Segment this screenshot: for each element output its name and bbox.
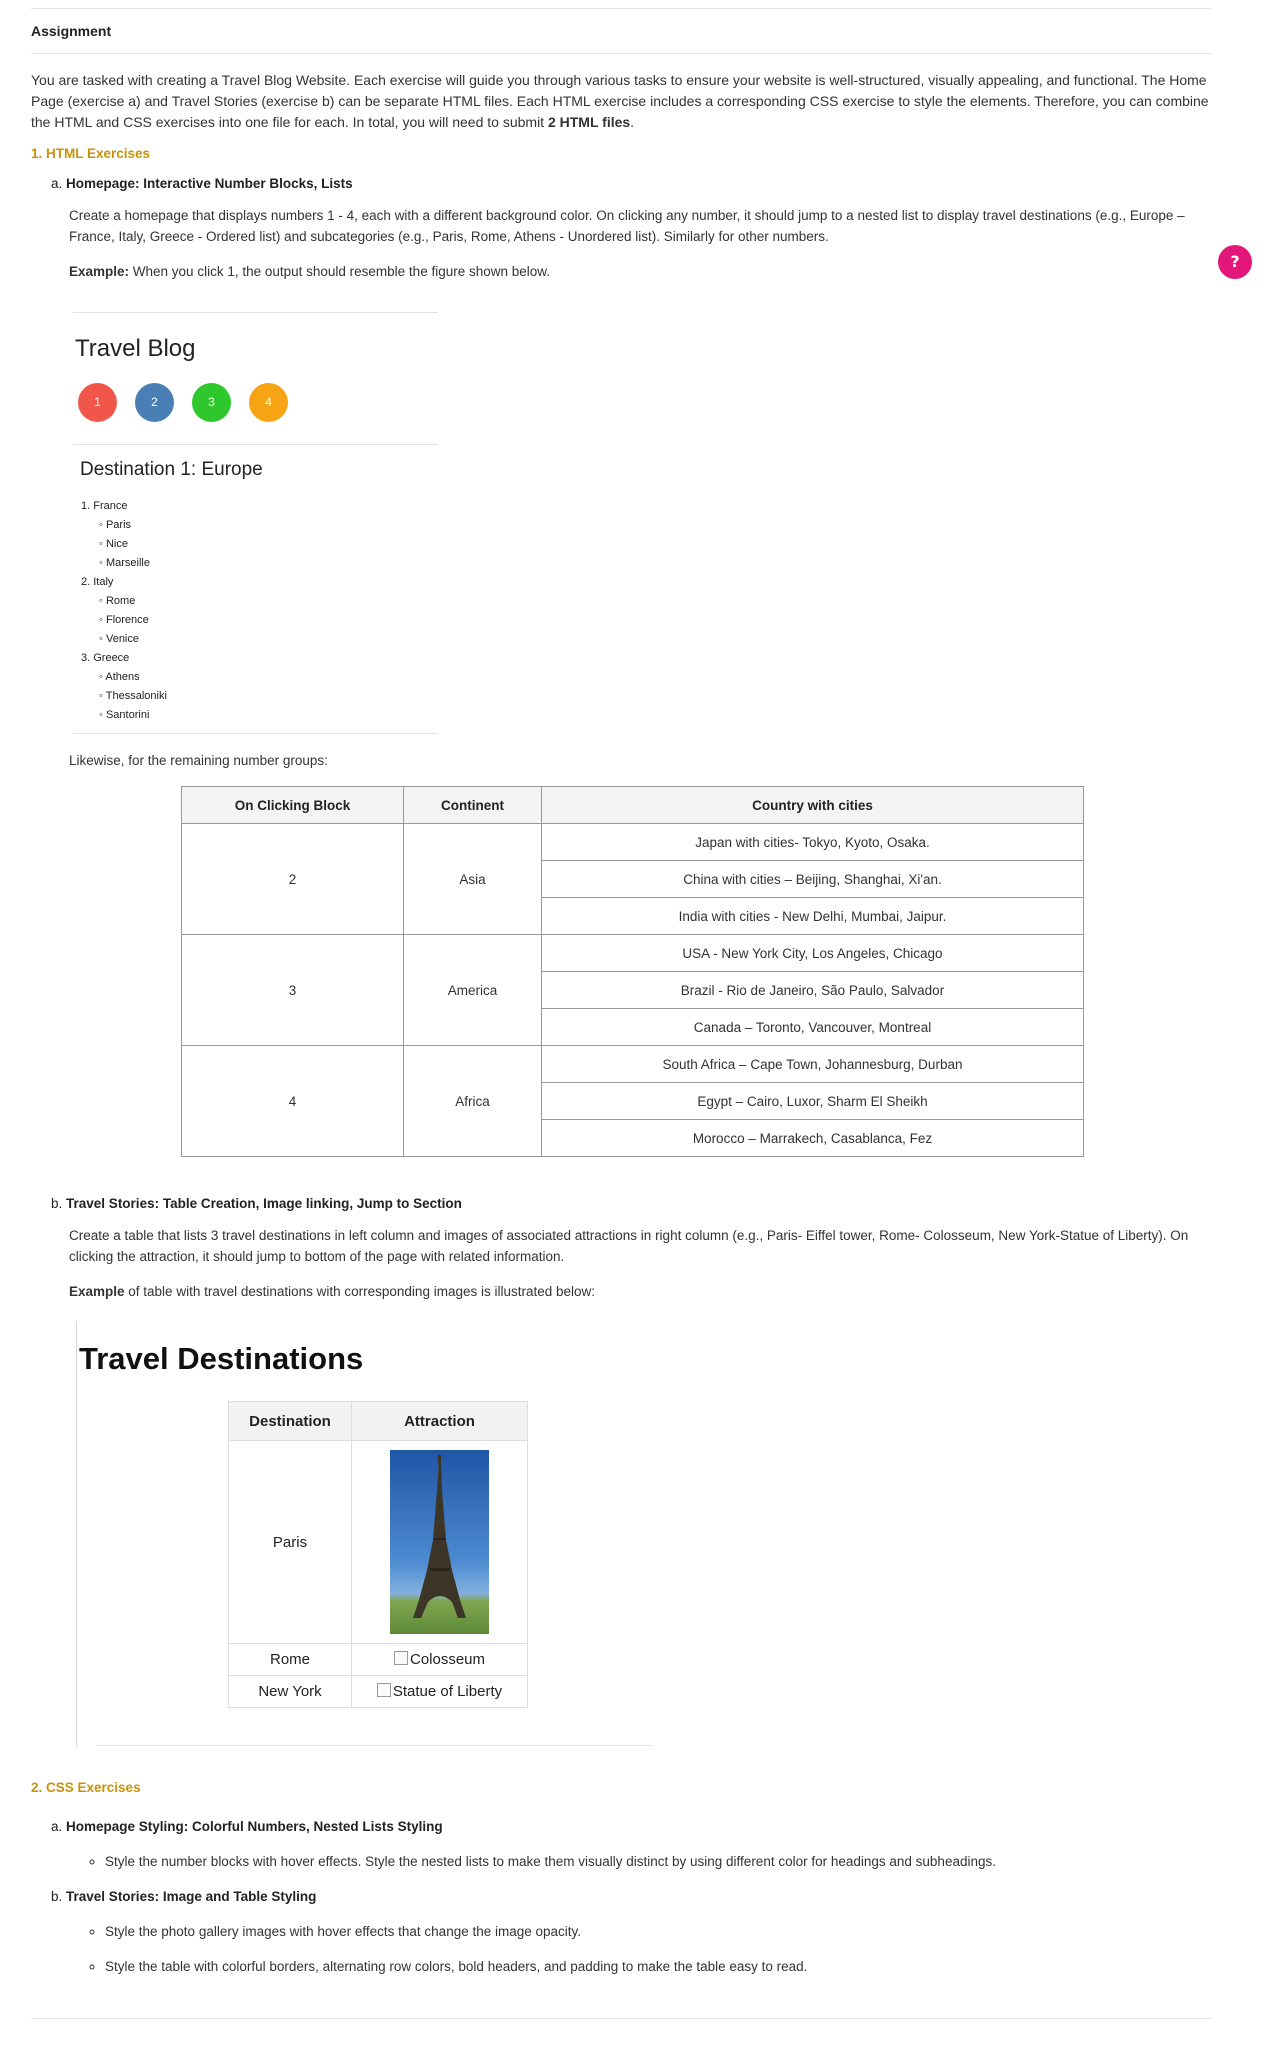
attraction-cell[interactable] [352, 1676, 528, 1708]
travel-blog-figure [73, 312, 438, 734]
exercise-b-body: Create a table that lists 3 travel destinations in left column and images of associated attractions in right column (e.g., Paris- Eiffel tower, Rome- Colosseum, New York-Statue of Liberty). On clicking the attraction, it should jump to bottom of the page with related information. [69, 1228, 1189, 1264]
css-exercise-b-list [31, 1924, 1211, 1974]
city-item: ◦ Santorini [81, 706, 438, 725]
city-item: ◦ Rome [81, 592, 438, 611]
destination-cell: New York [229, 1676, 352, 1708]
travel-destinations-figure [76, 1321, 657, 1747]
city-item: ◦ Marseille [81, 554, 438, 573]
continent-cell: Africa [404, 1046, 542, 1157]
figure-divider [73, 444, 438, 445]
column-header: Continent [404, 787, 542, 824]
attraction-cell [352, 1441, 528, 1644]
table-header-row [229, 1402, 528, 1441]
css-exercises-heading: 2. CSS Exercises [31, 1780, 141, 1795]
city-item: ◦ Athens [81, 668, 438, 687]
travel-blog-title: Travel Blog [75, 335, 196, 362]
number-groups-table [181, 786, 1084, 1157]
city-item: ◦ Thessaloniki [81, 687, 438, 706]
travel-destinations-title: Travel Destinations [79, 1341, 364, 1376]
css-exercises-section [31, 1780, 1211, 2019]
number-block-2[interactable]: 2 [135, 383, 174, 422]
css-exercise-a-list [31, 1854, 1211, 1869]
help-button[interactable]: ? [1218, 245, 1252, 279]
list-item: ◦ Style the table with colorful borders, alternating row colors, bold headers, and padding to make the table easy to read. [105, 1959, 1211, 1974]
exercise-b-heading: b. Travel Stories: Table Creation, Image linking, Jump to Section [51, 1196, 462, 1211]
likewise-text: Likewise, for the remaining number groups: [69, 753, 328, 768]
city-item: ◦ Florence [81, 611, 438, 630]
block-cell: 4 [182, 1046, 404, 1157]
column-header: Attraction [352, 1402, 528, 1441]
country-item: 1. France [81, 500, 128, 512]
country-cell: Egypt – Cairo, Luxor, Sharm El Sheikh [542, 1083, 1084, 1120]
figure-divider [96, 1745, 652, 1746]
destination-cell: Paris [229, 1441, 352, 1644]
title-divider [31, 53, 1211, 54]
number-block-4[interactable]: 4 [249, 383, 288, 422]
city-item: ◦ Nice [81, 535, 438, 554]
table-row [229, 1644, 528, 1676]
country-cell: South Africa – Cape Town, Johannesburg, Durban [542, 1046, 1084, 1083]
destinations-table [228, 1401, 528, 1708]
destination-cell: Rome [229, 1644, 352, 1676]
table-row [229, 1676, 528, 1708]
column-header: Destination [229, 1402, 352, 1441]
broken-image-icon [377, 1683, 391, 1697]
column-header: On Clicking Block [182, 787, 404, 824]
country-item: 2. Italy [81, 576, 114, 588]
list-item: ◦ Style the photo gallery images with hover effects that change the image opacity. [105, 1924, 1211, 1939]
assignment-title: Assignment [31, 23, 112, 39]
attraction-cell[interactable] [352, 1644, 528, 1676]
intro-paragraph: You are tasked with creating a Travel Blog Website. Each exercise will guide you through various tasks to ensure your website is well-structured, visually appealing, and functional. The Home Page (exercise a) and Travel Stories (exercise b) can be separate HTML files. Each HTML exercise includes a corresponding CSS exercise to style the elements. Therefore, you can combine the HTML and CSS exercises into one file for each. In total, you will need to submit 2 HTML files. [31, 72, 1209, 130]
country-cell: Morocco – Marrakech, Casablanca, Fez [542, 1120, 1084, 1157]
broken-image-icon [394, 1651, 408, 1665]
exercise-a-body: Create a homepage that displays numbers 1 - 4, each with a different background color. On clicking any number, it should jump to a nested list to display travel destinations (e.g., Europe – France, Italy, Greece - Ordered list) and subcategories (e.g., Paris, Rome, Athens - Unordered list). Similarly for other numbers. [69, 208, 1185, 244]
assignment-page [31, 0, 1211, 282]
css-exercise-b-heading: b. Travel Stories: Image and Table Styling [51, 1889, 317, 1904]
html-exercises-heading: 1. HTML Exercises [31, 146, 151, 161]
country-cell: China with cities – Beijing, Shanghai, Xi'an. [542, 861, 1084, 898]
country-cell: Canada – Toronto, Vancouver, Montreal [542, 1009, 1084, 1046]
city-item: ◦ Paris [81, 516, 438, 535]
destination-heading: Destination 1: Europe [80, 459, 263, 480]
css-exercise-a-heading: a. Homepage Styling: Colorful Numbers, Nested Lists Styling [51, 1819, 443, 1834]
country-cell: Brazil - Rio de Janeiro, São Paulo, Salvador [542, 972, 1084, 1009]
block-cell: 2 [182, 824, 404, 935]
column-header: Country with cities [542, 787, 1084, 824]
table-row [182, 824, 1084, 861]
exercise-b-example: Example of table with travel destinations with corresponding images is illustrated below: [69, 1284, 596, 1299]
eiffel-tower-image[interactable] [390, 1450, 489, 1634]
city-item: ◦ Venice [81, 630, 438, 649]
destination-list [81, 497, 438, 725]
table-row [182, 935, 1084, 972]
statue-of-liberty-image-alt[interactable]: Statue of Liberty [392, 1683, 503, 1700]
exercise-b-section [31, 1196, 1211, 1302]
figure-divider [73, 312, 438, 313]
country-cell: USA - New York City, Los Angeles, Chicago [542, 935, 1084, 972]
table-row [229, 1441, 528, 1644]
number-block-1[interactable]: 1 [78, 383, 117, 422]
list-item: ◦ Style the number blocks with hover effects. Style the nested lists to make them visually distinct by using different color for headings and subheadings. [105, 1854, 1211, 1869]
table-header-row [182, 787, 1084, 824]
country-cell: India with cities - New Delhi, Mumbai, Jaipur. [542, 898, 1084, 935]
colosseum-image-alt[interactable]: Colosseum [409, 1651, 486, 1668]
continent-cell: America [404, 935, 542, 1046]
exercise-a-example: Example: When you click 1, the output should resemble the figure shown below. [69, 264, 551, 279]
continent-cell: Asia [404, 824, 542, 935]
eiffel-tower-icon [390, 1450, 489, 1634]
number-blocks [78, 383, 438, 422]
table-row [182, 1046, 1084, 1083]
bottom-divider [31, 2018, 1211, 2019]
country-cell: Japan with cities- Tokyo, Kyoto, Osaka. [542, 824, 1084, 861]
block-cell: 3 [182, 935, 404, 1046]
country-item: 3. Greece [81, 652, 130, 664]
figure-divider [73, 733, 438, 734]
exercise-a-heading: a. Homepage: Interactive Number Blocks, Lists [51, 176, 353, 191]
number-block-3[interactable]: 3 [192, 383, 231, 422]
